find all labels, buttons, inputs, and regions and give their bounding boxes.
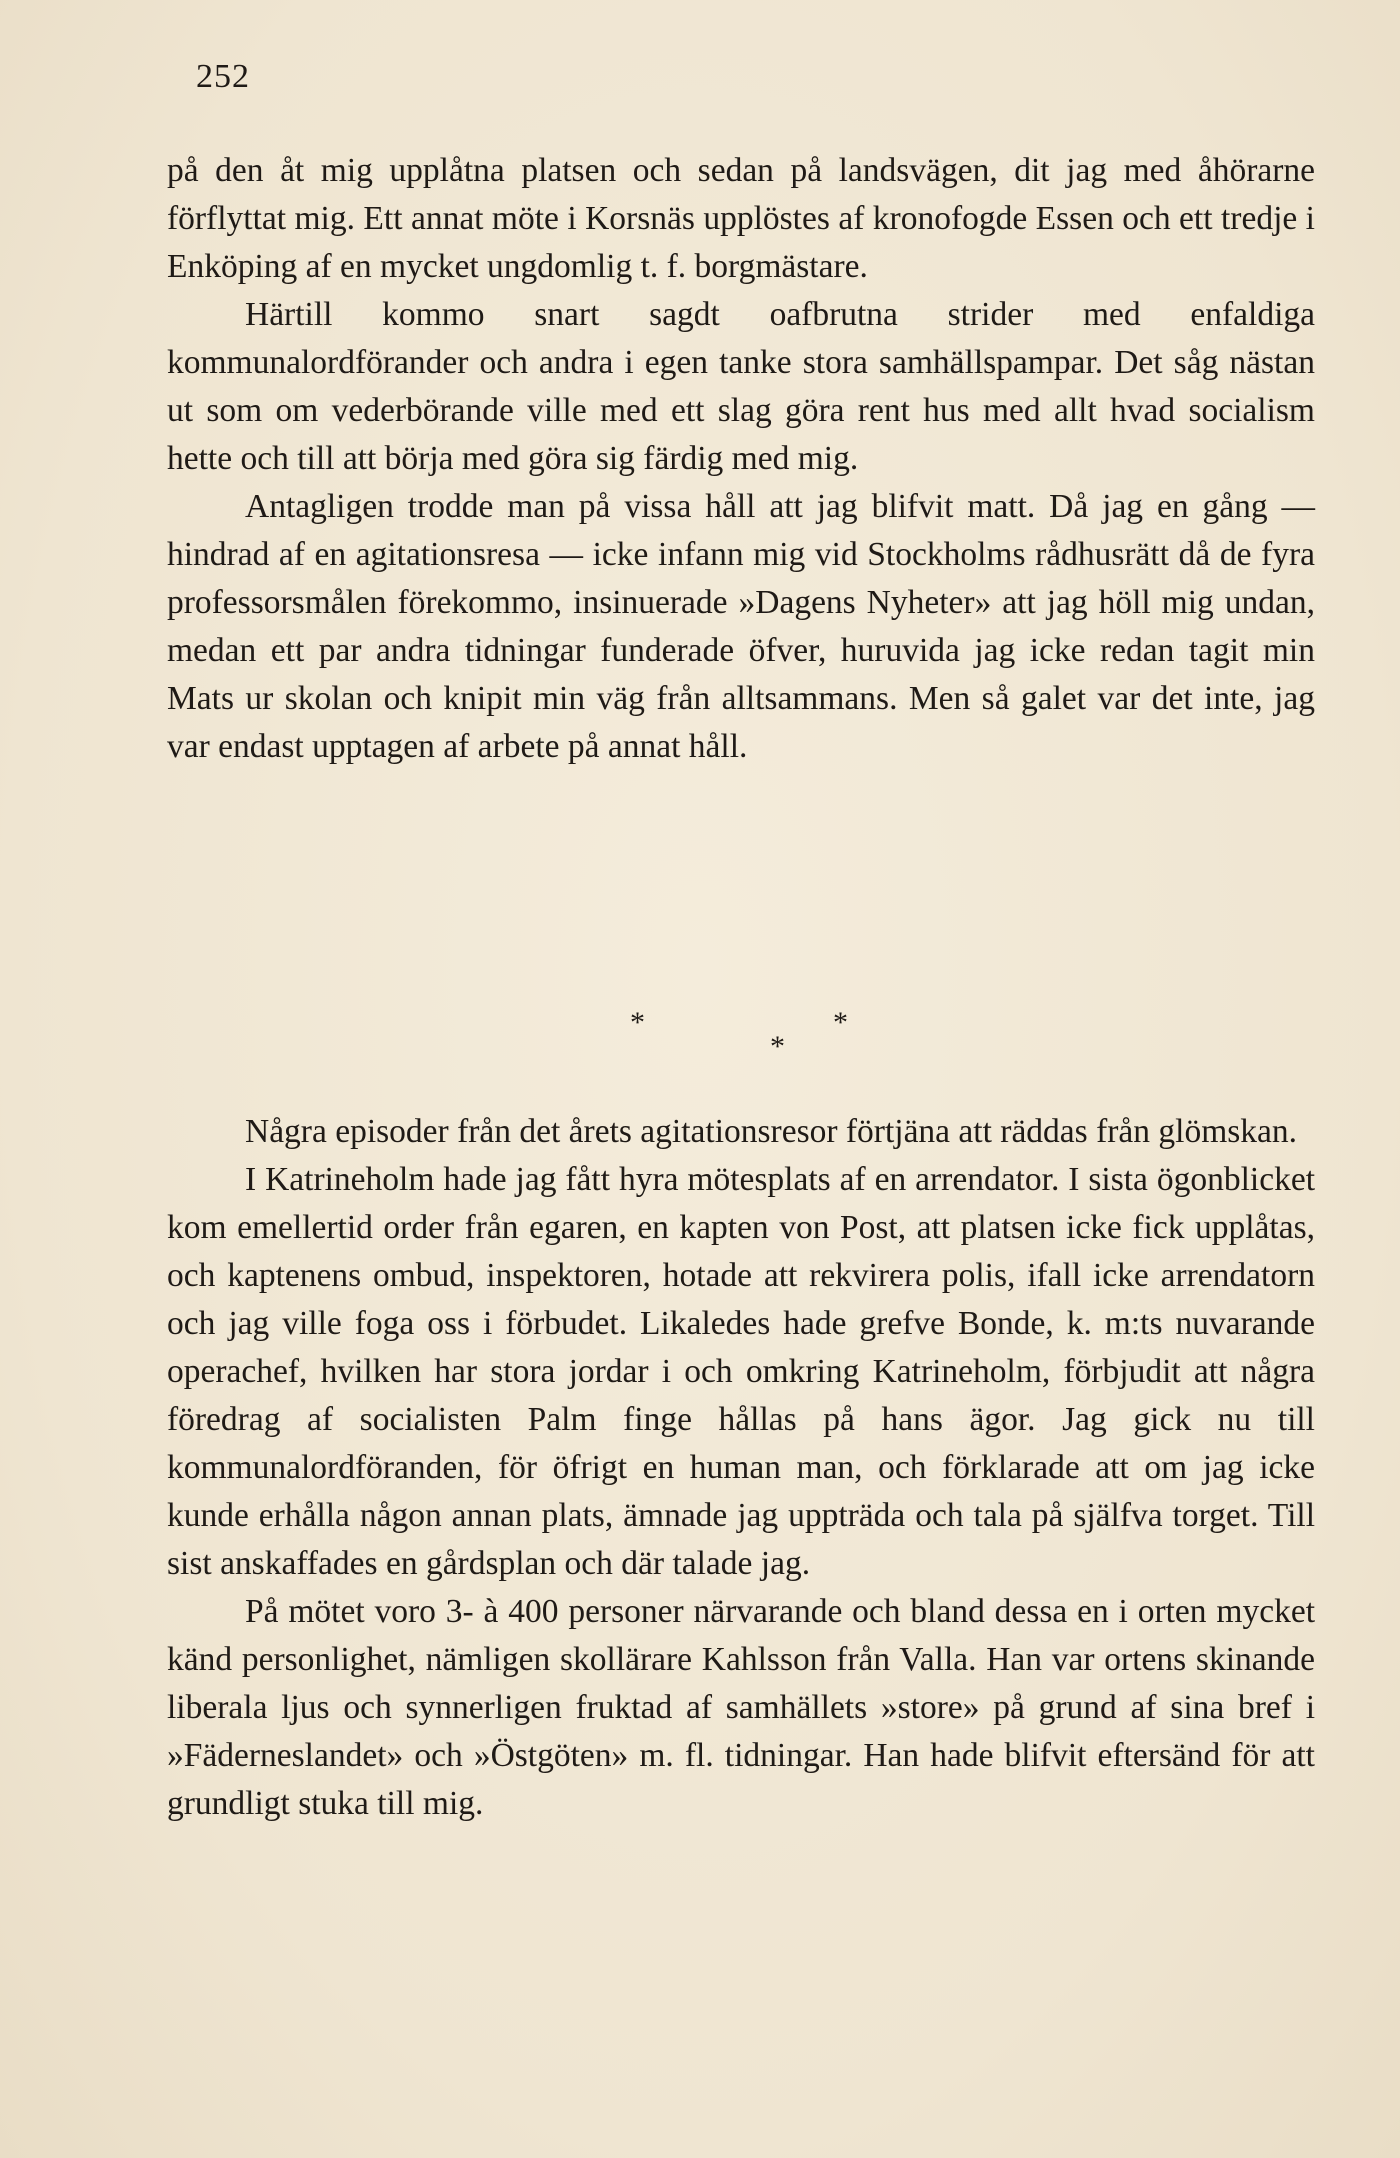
paragraph: Några episoder från det årets agitationsresor förtjäna att räddas från glömskan. <box>245 1113 1298 1150</box>
paragraph: Antagligen trodde man på vissa håll att jag blifvit matt. Då jag en gång — hindrad af en agitationsresa — icke infann mig vid Stockholms rådhusrätt då de fyra professorsmålen förekommo, insinuerade »Dagens Nyheter» att jag höll mig undan, medan ett par andra tidningar funderade öfver, huruvida jag icke redan tagit min Mats ur skolan och knipit min väg från alltsammans. Men så galet var det inte, jag var endast upptagen af arbete på annat håll. <box>167 488 1315 765</box>
paragraph: På mötet voro 3- à 400 personer närvarande och bland dessa en i orten mycket känd personlighet, nämligen skollärare Kahlsson från Valla. Han var ortens skinande liberala ljus och synnerligen fruktad af samhällets »store» på grund af sina bref i »Fäderneslandet» och »Östgöten» m. fl. tidningar. Han hade blifvit eftersänd för att grundligt stuka till mig. <box>167 1593 1315 1822</box>
paragraph: Härtill kommo snart sagdt oafbrutna strider med enfaldiga kommunalordförander och andra i egen tanke stora samhällspampar. Det såg nästan ut som om vederbörande ville med ett slag göra rent hus med allt hvad socialism hette och till att börja med göra sig färdig med mig. <box>167 296 1315 477</box>
asterism-star: * <box>630 1006 645 1039</box>
text-section-2 <box>167 1108 1315 1828</box>
paragraph: på den åt mig upplåtna platsen och sedan på landsvägen, dit jag med åhörarne förflyttat mig. Ett annat möte i Korsnäs upplöstes af kronofogde Essen och ett tredje i Enköping af en mycket ungdomlig t. f. borgmästare. <box>167 152 1315 285</box>
asterism-star: * <box>770 1030 785 1063</box>
paragraph: I Katrineholm hade jag fått hyra mötesplats af en arrendator. I sista ögonblicket kom emellertid order från egaren, en kapten von Post, att platsen icke fick upplåtas, och kaptenens ombud, inspektoren, hotade att rekvirera polis, ifall icke arrendatorn och jag ville foga oss i förbudet. Likaledes hade grefve Bonde, k. m:ts nuvarande operachef, hvilken har stora jordar i och omkring Katrineholm, förbjudit att några föredrag af socialisten Palm finge hållas på hans ägor. Jag gick nu till kommunalordföranden, för öfrigt en human man, och förklarade att om jag icke kunde erhålla någon annan plats, ämnade jag uppträda och tala på själfva torget. Till sist anskaffades en gårdsplan och där talade jag. <box>167 1161 1315 1582</box>
text-section-1 <box>167 147 1315 771</box>
page-number: 252 <box>196 58 250 95</box>
asterism-star: * <box>833 1006 848 1039</box>
